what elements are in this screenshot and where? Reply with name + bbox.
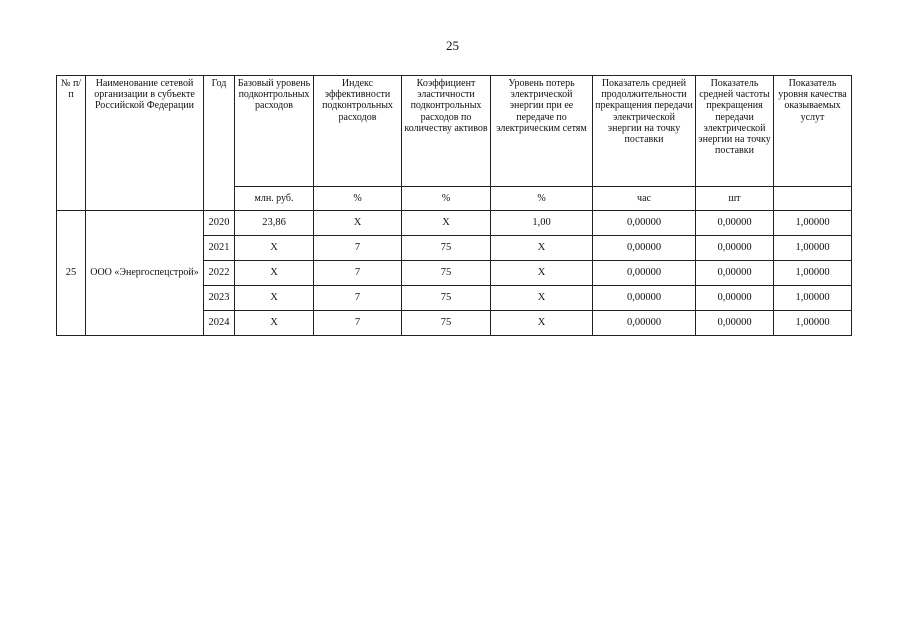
table-cell: 1,00000: [774, 311, 852, 336]
page-number: 25: [446, 38, 459, 53]
table-cell: 75: [402, 286, 491, 311]
table-cell: 0,00000: [696, 261, 774, 286]
table-cell: 0,00000: [593, 236, 696, 261]
table-cell: 75: [402, 236, 491, 261]
unit-efficiency-index: %: [314, 187, 402, 211]
unit-losses: %: [491, 187, 593, 211]
table-cell: X: [314, 211, 402, 236]
table-cell: 23,86: [235, 211, 314, 236]
table-cell: 0,00000: [696, 211, 774, 236]
unit-quality: [774, 187, 852, 211]
table-cell: 0,00000: [696, 236, 774, 261]
table-cell: 75: [402, 311, 491, 336]
table-cell: 0,00000: [593, 286, 696, 311]
table-cell: 0,00000: [593, 261, 696, 286]
table-cell: 1,00000: [774, 286, 852, 311]
table-cell: X: [491, 311, 593, 336]
table-cell: X: [491, 286, 593, 311]
header-efficiency-index: Индекс эффективности подконтрольных расходов: [314, 76, 402, 187]
table-cell: X: [235, 236, 314, 261]
header-base-level: Базовый уровень подконтрольных расходов: [235, 76, 314, 187]
table-cell: 1,00: [491, 211, 593, 236]
organization-name: ООО «Энергоспецстрой»: [86, 211, 204, 336]
year-cell: 2022: [204, 261, 235, 286]
header-organization: Наименование сетевой организации в субъекте Российской Федерации: [86, 76, 204, 211]
unit-base-level: млн. руб.: [235, 187, 314, 211]
year-cell: 2024: [204, 311, 235, 336]
year-cell: 2023: [204, 286, 235, 311]
table-cell: 7: [314, 236, 402, 261]
table-cell: X: [235, 286, 314, 311]
table-cell: X: [235, 261, 314, 286]
entry-number: 25: [57, 211, 86, 336]
table-cell: 7: [314, 286, 402, 311]
table-cell: 0,00000: [593, 211, 696, 236]
table-cell: X: [235, 311, 314, 336]
table-cell: 0,00000: [696, 311, 774, 336]
header-elasticity: Коэффициент эластичности подконтрольных расходов по количеству активов: [402, 76, 491, 187]
header-duration: Показатель средней продолжительности прекращения передачи электрической энергии на точку поставки: [593, 76, 696, 187]
year-cell: 2020: [204, 211, 235, 236]
table-cell: X: [491, 261, 593, 286]
table-cell: 7: [314, 261, 402, 286]
indicators-table: [56, 75, 852, 336]
unit-frequency: шт: [696, 187, 774, 211]
unit-elasticity: %: [402, 187, 491, 211]
header-quality: Показатель уровня качества оказываемых услут: [774, 76, 852, 187]
table-row: [57, 211, 852, 236]
year-cell: 2021: [204, 236, 235, 261]
table-cell: 0,00000: [593, 311, 696, 336]
unit-duration: час: [593, 187, 696, 211]
header-frequency: Показатель средней частоты прекращения передачи электрической энергии на точку поставки: [696, 76, 774, 187]
table-cell: 0,00000: [696, 286, 774, 311]
header-losses: Уровень потерь электрической энергии при ее передаче по электрическим сетям: [491, 76, 593, 187]
header-year: Год: [204, 76, 235, 211]
table-cell: X: [402, 211, 491, 236]
table-cell: X: [491, 236, 593, 261]
table-cell: 75: [402, 261, 491, 286]
header-number: № п/п: [57, 76, 86, 211]
table-cell: 1,00000: [774, 211, 852, 236]
table-cell: 7: [314, 311, 402, 336]
table-cell: 1,00000: [774, 236, 852, 261]
table-cell: 1,00000: [774, 261, 852, 286]
